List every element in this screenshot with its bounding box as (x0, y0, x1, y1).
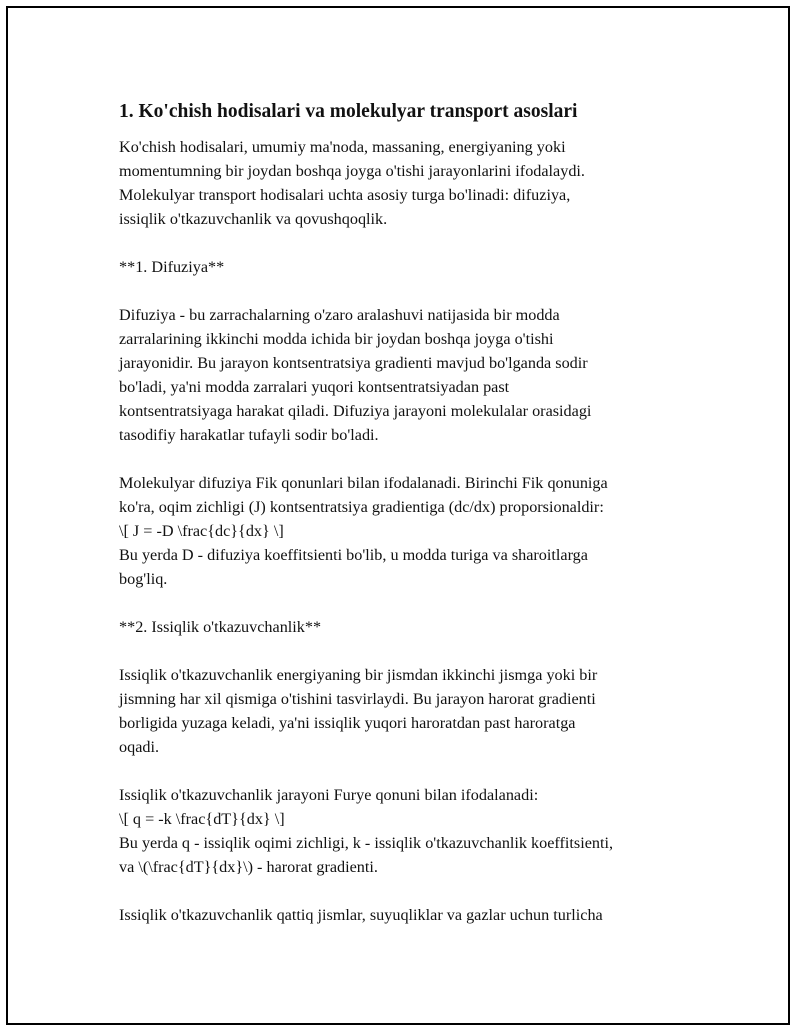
paragraph-fourier-law (119, 783, 699, 879)
text-line: borligida yuzaga keladi, ya'ni issiqlik yuqori haroratdan past haroratga (119, 714, 576, 732)
document-content (119, 98, 699, 951)
paragraph-intro (119, 135, 699, 231)
text-line: va \(\frac{dT}{dx}\) - harorat gradienti. (119, 858, 378, 876)
text-line: Issiqlik o'tkazuvchanlik energiyaning bir jismdan ikkinchi jismga yoki bir (119, 666, 598, 684)
text-line: Issiqlik o'tkazuvchanlik jarayoni Furye qonuni bilan ifodalanadi: (119, 786, 539, 804)
text-line: jarayonidir. Bu jarayon kontsentratsiya gradienti mavjud bo'lganda sodir (119, 354, 588, 372)
paragraph-issiqlik (119, 663, 699, 759)
paragraph-fick-law (119, 471, 699, 591)
text-line: tasodifiy harakatlar tufayli sodir bo'ladi. (119, 426, 379, 444)
text-line: Issiqlik o'tkazuvchanlik qattiq jismlar, suyuqliklar va gazlar uchun turlicha (119, 906, 603, 924)
text-line: issiqlik o'tkazuvchanlik va qovushqoqlik. (119, 210, 388, 228)
text-line: momentumning bir joydan boshqa joyga o'tishi jarayonlarini ifodalaydi. (119, 162, 585, 180)
text-line: bog'liq. (119, 570, 168, 588)
text-line: kontsentratsiyaga harakat qiladi. Difuziya jarayoni molekulalar orasidagi (119, 402, 592, 420)
text-line: zarralarining ikkinchi modda ichida bir joydan boshqa joyga o'tishi (119, 330, 554, 348)
text-line: Bu yerda D - difuziya koeffitsienti bo'lib, u modda turiga va sharoitlarga (119, 546, 588, 564)
paragraph-difuziya (119, 303, 699, 447)
formula-line: \[ q = -k \frac{dT}{dx} \] (119, 810, 285, 828)
text-line: Molekulyar transport hodisalari uchta asosiy turga bo'linadi: difuziya, (119, 186, 571, 204)
text-line: Molekulyar difuziya Fik qonunlari bilan ifodalanadi. Birinchi Fik qonuniga (119, 474, 608, 492)
text-line: **1. Difuziya** (119, 258, 225, 276)
text-line: jismning har xil qismiga o'tishini tasvirlaydi. Bu jarayon harorat gradienti (119, 690, 596, 708)
text-line: Difuziya - bu zarrachalarning o'zaro aralashuvi natijasida bir modda (119, 306, 560, 324)
text-line: bo'ladi, ya'ni modda zarralari yuqori kontsentratsiyadan past (119, 378, 510, 396)
document-title: 1. Ko'chish hodisalari va molekulyar transport asoslari (119, 101, 578, 122)
text-line: Bu yerda q - issiqlik oqimi zichligi, k - issiqlik o'tkazuvchanlik koeffitsienti, (119, 834, 614, 852)
text-line: oqadi. (119, 738, 160, 756)
paragraph-final (119, 903, 699, 927)
section-heading-difuziya (119, 255, 699, 279)
text-line: ko'ra, oqim zichligi (J) kontsentratsiya gradientiga (dc/dx) proporsionaldir: (119, 498, 604, 516)
text-line: Ko'chish hodisalari, umumiy ma'noda, massaning, energiyaning yoki (119, 138, 566, 156)
text-line: **2. Issiqlik o'tkazuvchanlik** (119, 618, 322, 636)
formula-line: \[ J = -D \frac{dc}{dx} \] (119, 522, 284, 540)
document-page (6, 6, 790, 1025)
section-heading-issiqlik (119, 615, 699, 639)
